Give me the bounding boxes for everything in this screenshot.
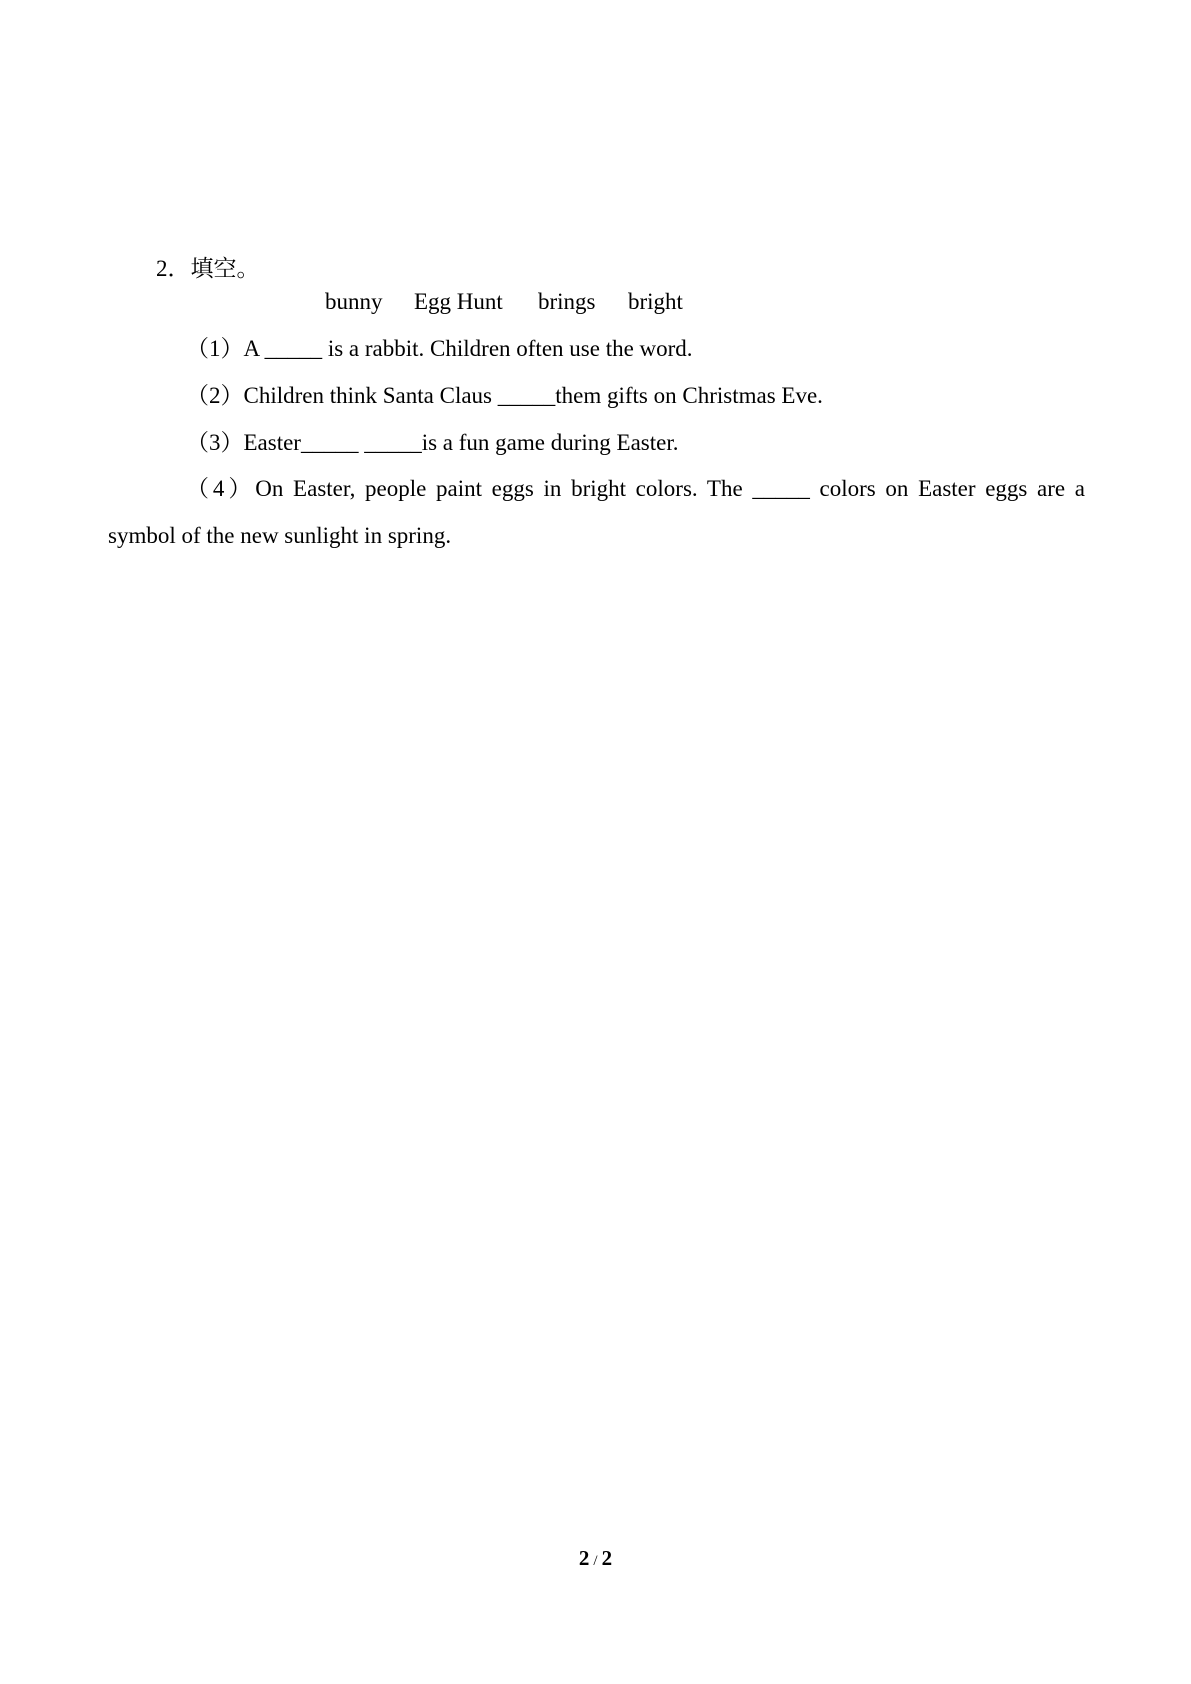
page-separator: /	[593, 1553, 598, 1569]
current-page-number: 2	[578, 1546, 590, 1570]
question-4-continuation: symbol of the new sunlight in spring.	[108, 523, 452, 548]
word-bank-item: brings	[538, 289, 596, 314]
question-3: （3）Easter_____ _____is a fun game during Easter.	[186, 430, 679, 455]
word-bank-item: Egg Hunt	[414, 289, 503, 314]
page-number	[0, 1544, 1191, 1575]
word-bank-item: bright	[628, 289, 683, 314]
question-2: （2）Children think Santa Claus _____them gifts on Christmas Eve.	[186, 383, 823, 408]
question-4: （4）On Easter, people paint eggs in bright colors. The _____ colors on Easter eggs are a	[186, 476, 1085, 501]
total-pages-number: 2	[601, 1546, 613, 1570]
word-bank	[325, 287, 683, 317]
word-bank-item: bunny	[325, 289, 383, 314]
question-1: （1）A _____ is a rabbit. Children often use the word.	[186, 336, 693, 361]
section-heading: 2．填空。	[156, 256, 260, 281]
